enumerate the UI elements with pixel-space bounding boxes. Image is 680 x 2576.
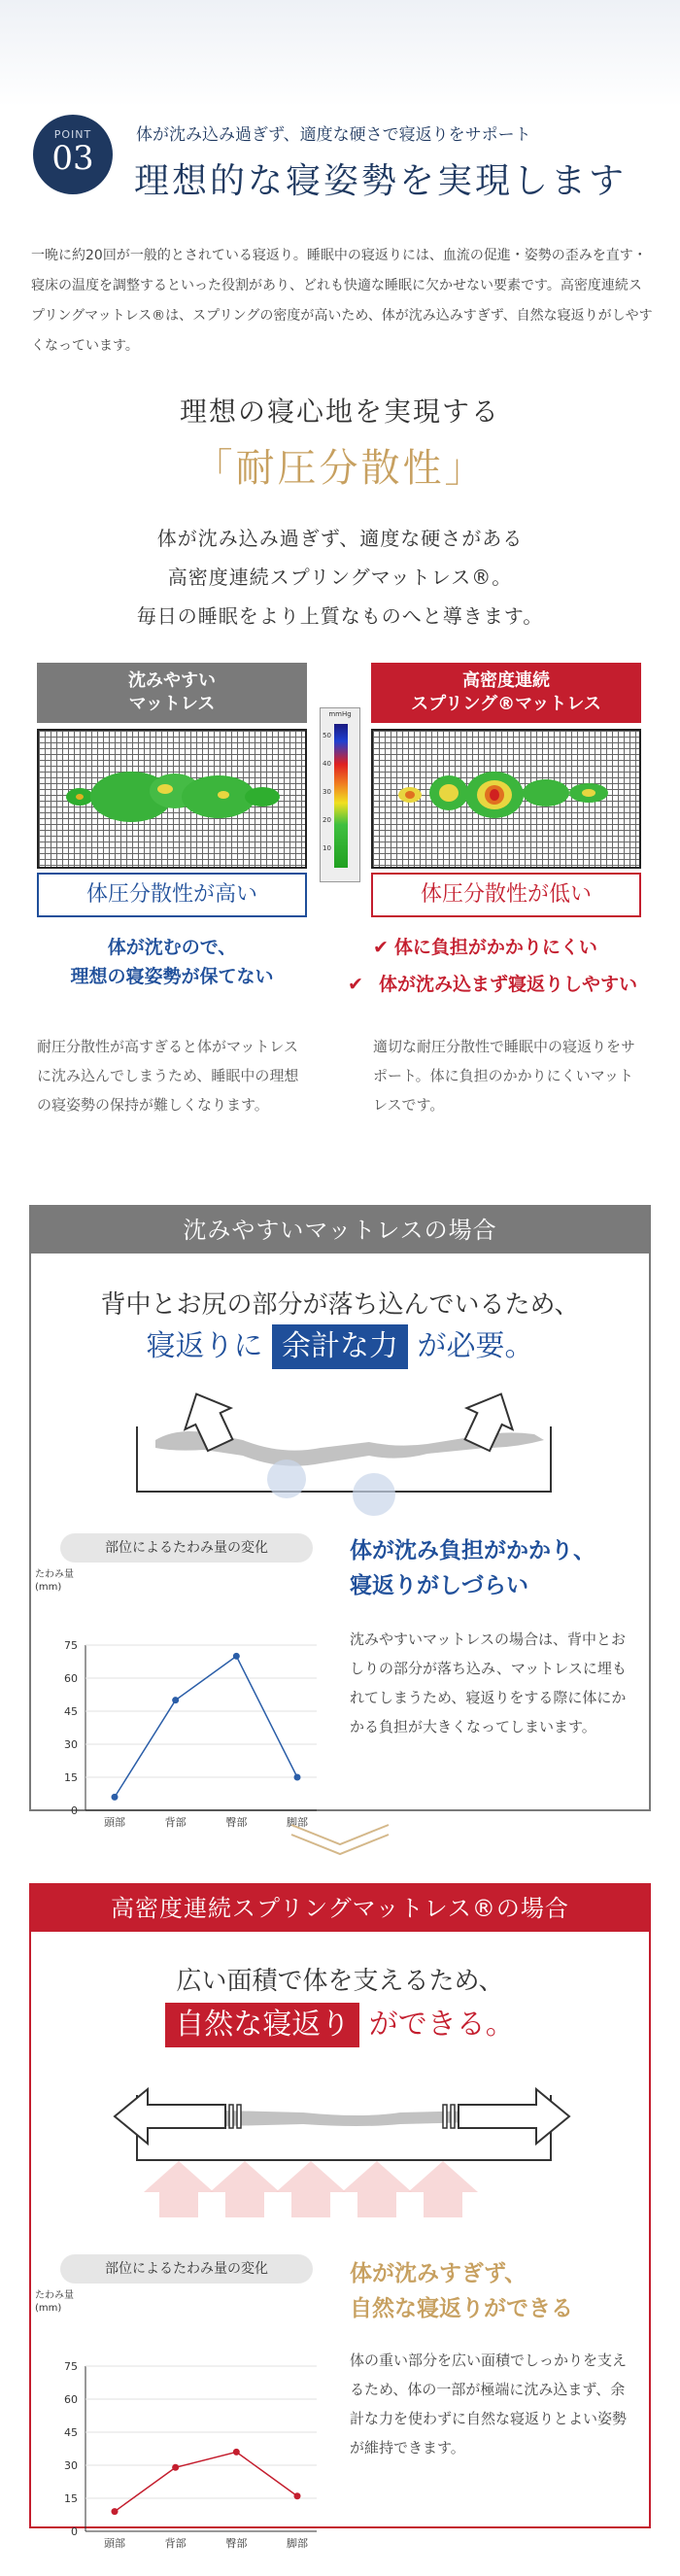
point-badge [33,115,113,194]
x-tick-label: 頭部 [104,1816,125,1829]
scale-gradient [334,724,348,868]
dense-panel-title: 高密度連続スプリングマットレス®の場合 [31,1885,649,1932]
soft-side-title [350,1533,641,1603]
dense-side-title [350,2256,641,2326]
soft-graph-title: 部位によるたわみ量の変化 [60,1533,313,1563]
soft-mattress-note [37,933,307,991]
y-tick-label: 0 [71,2525,78,2538]
y-tick-label: 45 [64,1705,78,1718]
soft-panel-title: 沈みやすいマットレスの場合 [31,1207,649,1254]
scale-tick: 10 [323,844,331,852]
note-text: 体が沈み込まず寝返りしやすい [379,974,638,995]
scale-title: mmHg [328,710,352,718]
dense-deflection-chart [41,2313,332,2576]
ideal-title: 理想の寝心地を実現する [179,395,500,428]
x-tick-label: 背部 [164,2537,187,2550]
scale-tick: 20 [323,816,331,824]
data-point [112,1794,119,1801]
data-point [294,2492,301,2499]
scale-tick: 40 [323,760,331,768]
dense-mattress-panel [29,1883,651,2550]
note-text: 体に負担がかかりにくい [393,937,597,958]
y-tick-label: 15 [64,1771,78,1784]
emphasis-box: 自然な寝返り [165,2003,359,2047]
scale-tick: 30 [323,788,331,796]
data-point [233,1653,240,1660]
dense-mattress-header [371,663,641,723]
unit-line: たわみ量 [35,1569,74,1580]
y-tick-label: 0 [71,1804,78,1817]
soft-side-body: 沈みやすいマットレスの場合は、背中とおしりの部分が落ち込み、マットレスに埋もれてしまうため、寝返りをする際に体にかかる負担が大きくなってしまいます。 [350,1631,627,1735]
soft-graph-unit [35,1568,74,1594]
point-number: 03 [51,139,94,178]
series-line [115,1656,297,1797]
side-title-line: 自然な寝返りができる [350,2296,573,2321]
section-subtitle: 体が沈み込み過ぎず、適度な硬さで寝返りをサポート [136,125,531,145]
supported-body-illustration [109,2072,575,2227]
soft-mattress-body: 耐圧分散性が高すぎると体がマットレスに沈み込んでしまうため、睡眠中の理想の寝姿勢の保持が難しくなります。 [37,1038,299,1114]
pressure-map-dense [371,729,641,869]
side-title-line: 体が沈み負担がかかり、 [350,1538,595,1563]
x-tick-label: 脚部 [287,1816,308,1829]
soft-panel-lead: 背中とお尻の部分が落ち込んでいるため、 [100,1290,580,1320]
dense-graph-title: 部位によるたわみ量の変化 [60,2254,313,2284]
ideal-desc-line: 体が沈み込み過ぎず、適度な硬さがある [156,527,524,550]
note-item: ✔ 体が沈み込まず寝返りしやすい [348,974,638,995]
y-tick-label: 30 [64,1738,78,1751]
dense-graph-unit [35,2289,74,2315]
note-line: 体が沈むので、 [107,937,237,958]
unit-line: たわみ量 [35,2290,74,2301]
y-tick-label: 60 [64,2393,78,2406]
check-icon: ✔ [373,937,389,958]
soft-mattress-verdict: 体圧分散性が高い [37,873,307,917]
chevron-down-icon [288,1821,392,1858]
header-line: 沈みやすい [128,670,216,691]
point-label: POINT [53,128,92,141]
x-tick-label: 背部 [164,1816,187,1829]
dense-panel-emphasis [31,2000,649,2047]
soft-mattress-card [37,663,307,917]
x-tick-label: 脚部 [287,2537,308,2550]
ideal-desc-line: 高密度連続スプリングマットレス®。 [167,566,513,589]
ideal-desc-line: 毎日の睡眠をより上質なものへと導きます。 [136,604,544,628]
dense-mattress-body: 適切な耐圧分散性で睡眠中の寝返りをサポート。体に負担のかかりにくいマットレスです。 [373,1038,636,1114]
unit-line: (mm) [35,2303,62,2314]
unit-line: (mm) [35,1582,62,1593]
data-point [172,2464,179,2471]
x-tick-label: 臀部 [225,2537,248,2550]
soft-mattress-panel [29,1205,651,1829]
data-point [112,2508,119,2515]
note-item [373,933,655,962]
data-point [294,1774,301,1781]
ideal-description [0,519,680,635]
x-tick-label: 頭部 [104,2537,125,2550]
note-line: 理想の寝姿勢が保てない [70,966,274,987]
emphasis-box: 余計な力 [272,1324,408,1369]
dense-panel-lead: 広い面積で体を支えるため、 [176,1967,504,1996]
series-line [115,2452,297,2511]
pressure-map-soft [37,729,307,869]
side-title-line: 寝返りがしづらい [350,1573,528,1598]
y-tick-label: 60 [64,1672,78,1685]
y-tick-label: 75 [64,2360,78,2373]
section-title: 理想的な寝姿勢を実現します [134,161,628,201]
dense-side-body: 体の重い部分を広い面積でしっかりを支えるため、体の一部が極端に沈み込まず、余計な力を使わずに自然な寝返りとよい姿勢が維持できます。 [350,2352,628,2456]
soft-panel-emphasis [31,1322,649,1369]
pressure-scale [320,707,360,882]
intro-text: 一晩に約20回が一般的とされている寝返り。睡眠中の寝返りには、血流の促進・姿勢の歪みを直す・寝床の温度を調整するといった役割があり、どれも快適な睡眠に欠かせない要素です。高密度連続スプリングマットレス®は、スプリングの密度が高いため、体が沈み込みすぎず、自然な寝返りがしやすくなっています。 [31,248,653,354]
data-point [172,1697,179,1703]
header-line: スプリング®マットレス [411,694,601,714]
emphasis-text: が必要。 [417,1329,534,1363]
side-title-line: 体が沈みすぎず、 [350,2261,527,2286]
emphasis-text: ができる。 [368,2008,515,2042]
y-tick-label: 15 [64,2492,78,2505]
y-tick-label: 45 [64,2426,78,2439]
ideal-keyword: 「耐圧分散性」 [193,446,487,491]
scale-tick: 50 [323,732,331,739]
scale-ticks [323,722,331,863]
dense-mattress-card [371,663,641,917]
y-tick-label: 75 [64,1639,78,1652]
sinking-body-illustration [136,1380,563,1516]
header-line: 高密度連続 [462,670,550,691]
dense-mattress-notes [348,933,655,999]
x-tick-label: 臀部 [225,1816,248,1829]
data-point [233,2449,240,2456]
soft-mattress-header [37,663,307,723]
dense-mattress-verdict: 体圧分散性が低い [371,873,641,917]
y-tick-label: 30 [64,2459,78,2472]
header-line: マットレス [128,694,216,714]
emphasis-text: 寝返りに [146,1329,263,1363]
